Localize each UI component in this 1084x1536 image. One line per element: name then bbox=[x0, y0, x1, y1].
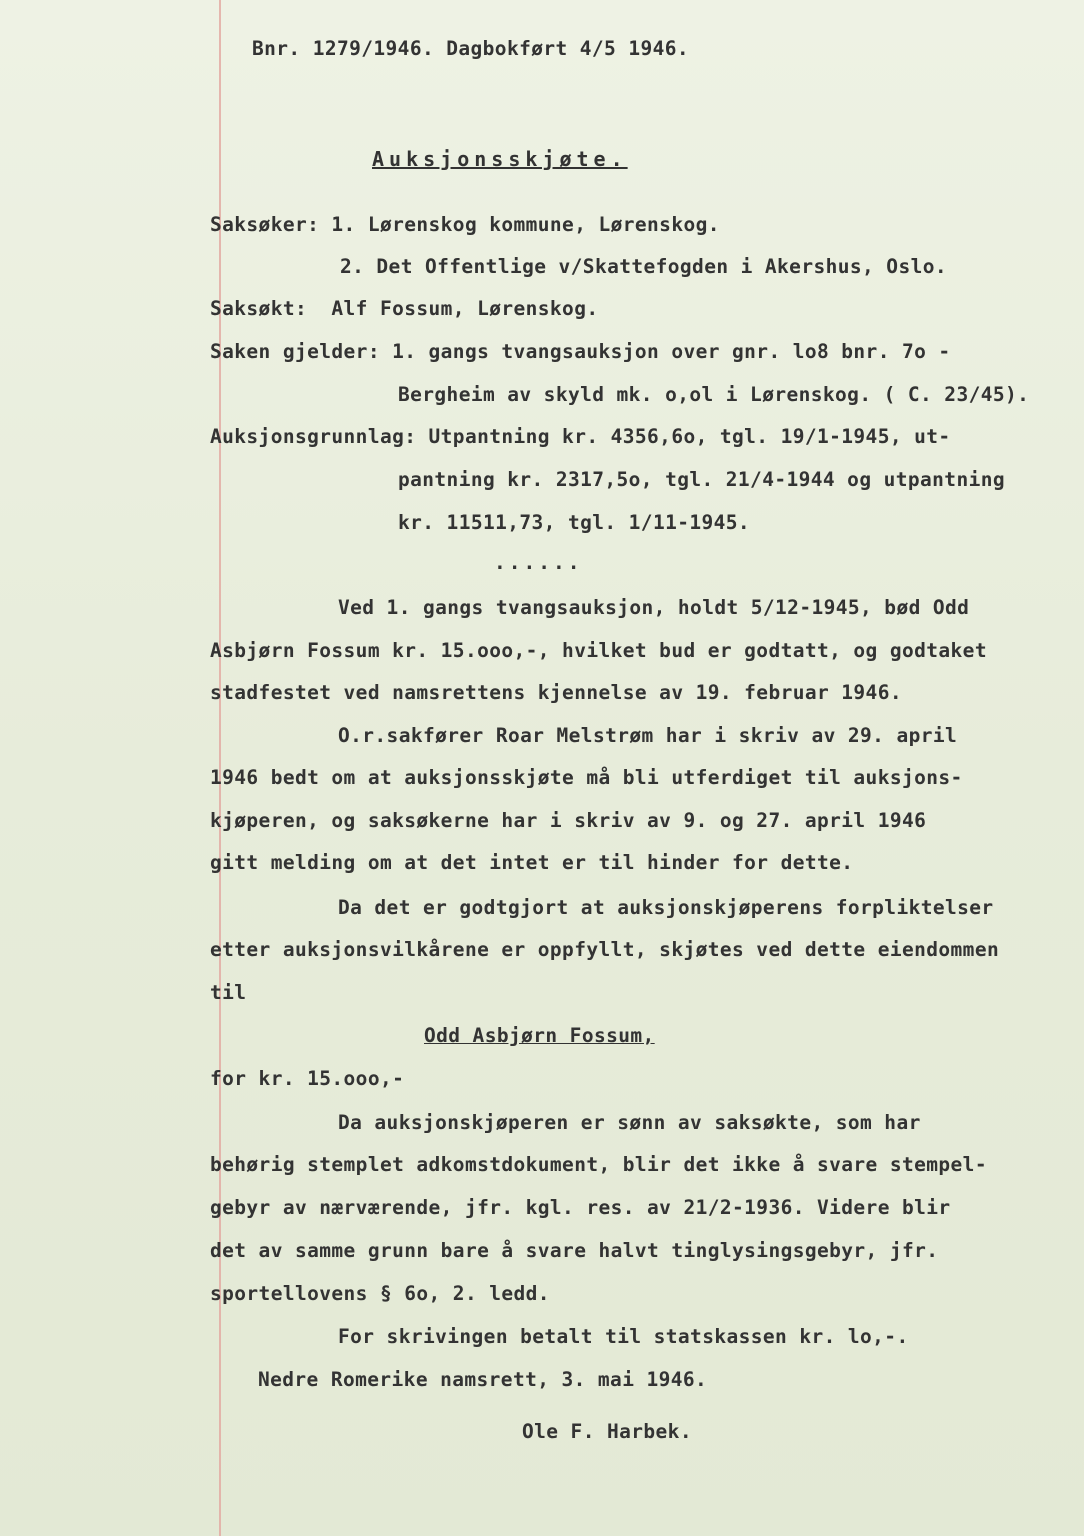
text-line: Saken gjelder: 1. gangs tvangsauksjon over gnr. lo8 bnr. 7o - bbox=[210, 340, 951, 363]
text-line: Da det er godtgjort at auksjonskjøperens forpliktelser bbox=[338, 896, 994, 919]
text-line: 2. Det Offentlige v/Skattefogden i Akershus, Oslo. bbox=[340, 255, 947, 278]
text-line: pantning kr. 2317,5o, tgl. 21/4-1944 og utpantning bbox=[398, 468, 1005, 491]
signature-line: Ole F. Harbek. bbox=[522, 1420, 692, 1443]
text-line: kjøperen, og saksøkerne har i skriv av 9. og 27. april 1946 bbox=[210, 809, 927, 832]
separator-dots: ...... bbox=[494, 551, 583, 574]
text-line: Saksøkt: Alf Fossum, Lørenskog. bbox=[210, 297, 599, 320]
text-line: Ved 1. gangs tvangsauksjon, holdt 5/12-1945, bød Odd bbox=[338, 596, 970, 619]
text-line: sportellovens § 6o, 2. ledd. bbox=[210, 1282, 550, 1305]
place-date-line: Nedre Romerike namsrett, 3. mai 1946. bbox=[258, 1368, 708, 1391]
text-line: stadfestet ved namsrettens kjennelse av 19. februar 1946. bbox=[210, 681, 902, 704]
text-line: for kr. 15.ooo,- bbox=[210, 1067, 405, 1090]
text-line: Asbjørn Fossum kr. 15.ooo,-, hvilket bud er godtatt, og godtaket bbox=[210, 639, 987, 662]
text-line: gitt melding om at det intet er til hinder for dette. bbox=[210, 851, 854, 874]
text-line: O.r.sakfører Roar Melstrøm har i skriv av 29. april bbox=[338, 724, 958, 747]
buyer-name: Odd Asbjørn Fossum, bbox=[424, 1024, 655, 1047]
text-line: For skrivingen betalt til statskassen kr. lo,-. bbox=[338, 1325, 909, 1348]
text-line: behørig stemplet adkomstdokument, blir det ikke å svare stempel- bbox=[210, 1153, 987, 1176]
text-line: det av samme grunn bare å svare halvt tinglysingsgebyr, jfr. bbox=[210, 1239, 939, 1262]
text-line: kr. 11511,73, tgl. 1/11-1945. bbox=[398, 511, 751, 534]
text-line: etter auksjonsvilkårene er oppfyllt, skjøtes ved dette eiendommen bbox=[210, 938, 1000, 961]
text-line: Saksøker: 1. Lørenskog kommune, Lørenskog. bbox=[210, 213, 720, 236]
document-header: Bnr. 1279/1946. Dagbokført 4/5 1946. bbox=[252, 37, 690, 60]
text-line: Bergheim av skyld mk. o,ol i Lørenskog. ( C. 23/45). bbox=[398, 383, 1030, 406]
text-line: 1946 bedt om at auksjonsskjøte må bli utferdiget til auksjons- bbox=[210, 766, 963, 789]
document-title: Auksjonsskjøte. bbox=[372, 147, 628, 171]
text-line: gebyr av nærværende, jfr. kgl. res. av 21/2-1936. Videre blir bbox=[210, 1196, 951, 1219]
text-line: til bbox=[210, 981, 247, 1004]
text-line: Da auksjonskjøperen er sønn av saksøkte, som har bbox=[338, 1111, 921, 1134]
text-line: Auksjonsgrunnlag: Utpantning kr. 4356,6o, tgl. 19/1-1945, ut- bbox=[210, 425, 951, 448]
